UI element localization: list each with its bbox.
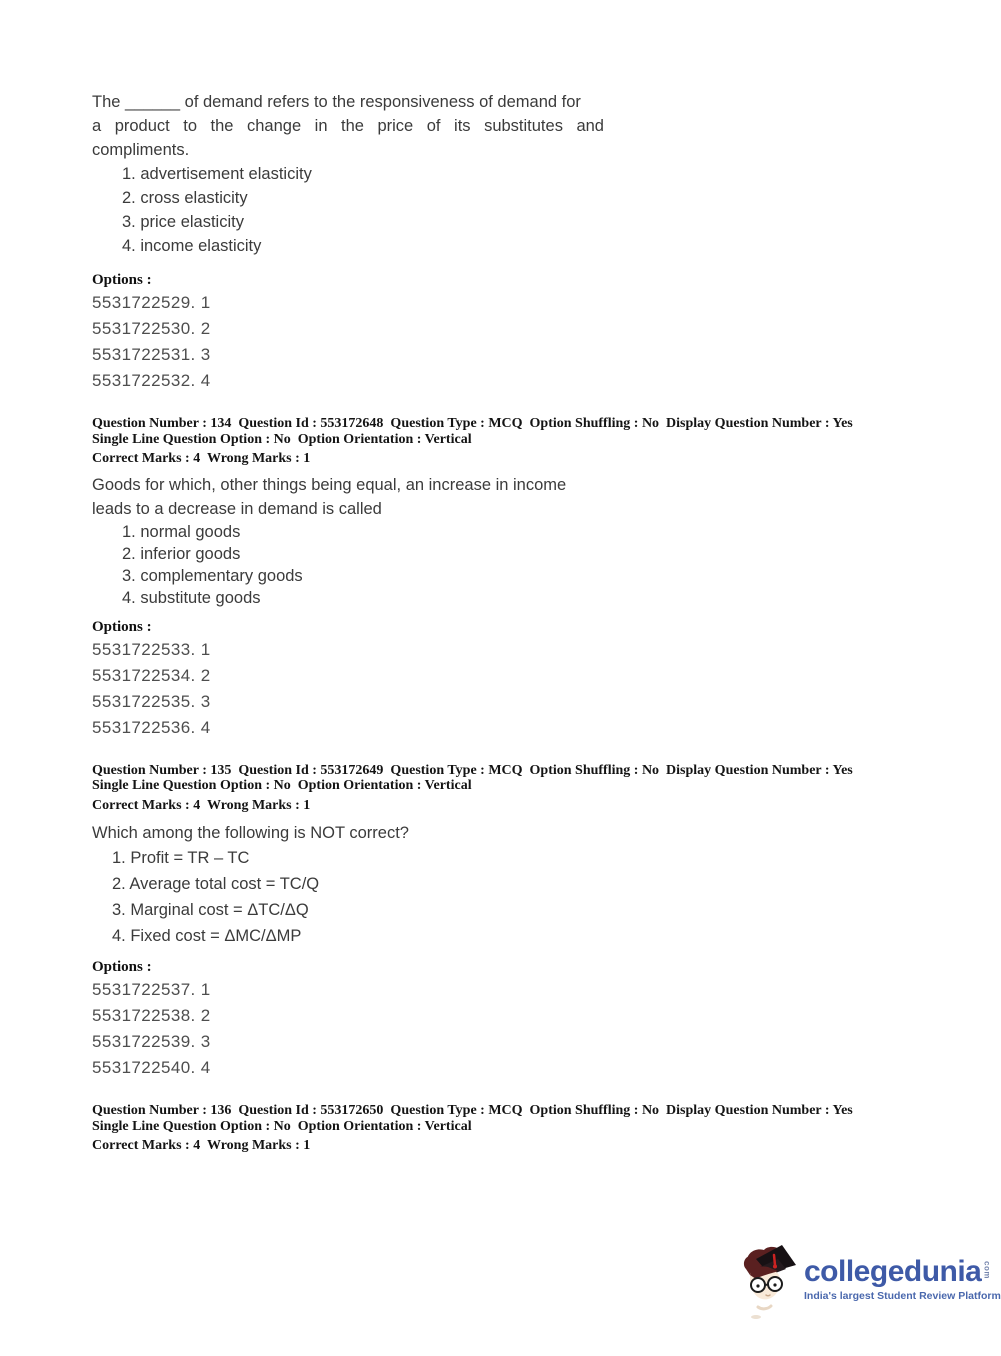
question-line: a product to the change in the price of its substitutes and — [92, 117, 604, 135]
option-id-row: 5531722532. 4 — [92, 371, 211, 390]
meta-line: Single Line Question Option : No Option Orientation : Vertical — [92, 431, 472, 447]
options-label: Options : — [92, 272, 152, 288]
choice-item: 2. inferior goods — [122, 544, 241, 563]
option-id-row: 5531722533. 1 — [92, 639, 211, 659]
question-line: leads to a decrease in demand is called — [92, 499, 382, 518]
choice-item: 2. cross elasticity — [122, 189, 248, 207]
question-133-text — [92, 90, 604, 162]
question-135-body — [92, 821, 941, 949]
choice-item: 4. Fixed cost = ΔMC/ΔMP — [112, 927, 302, 945]
collegedunia-mascot-icon — [738, 1243, 800, 1323]
question-134-meta — [92, 416, 941, 467]
option-id-row: 5531722536. 4 — [92, 717, 211, 737]
choice-item: 3. Marginal cost = ΔTC/ΔQ — [112, 901, 309, 919]
question-133-choices — [122, 162, 941, 258]
question-135-meta — [92, 763, 941, 814]
meta-line: Single Line Question Option : No Option Orientation : Vertical — [92, 778, 472, 793]
option-id-row: 5531722529. 1 — [92, 293, 211, 312]
meta-marks: Correct Marks : 4 Wrong Marks : 1 — [92, 1138, 311, 1153]
choice-item: 4. income elasticity — [122, 237, 262, 255]
option-id-row: 5531722535. 3 — [92, 691, 211, 711]
collegedunia-brand — [804, 1243, 1001, 1302]
question-line: Goods for which, other things being equal, an increase in income — [92, 475, 567, 494]
brand-tagline: India's largest Student Review Platform — [804, 1290, 1001, 1302]
choice-item: 4. substitute goods — [122, 588, 261, 607]
choice-item: 2. Average total cost = TC/Q — [112, 875, 320, 893]
question-135-text — [92, 821, 604, 845]
option-id-row: 5531722537. 1 — [92, 980, 211, 999]
question-line: Which among the following is NOT correct? — [92, 824, 409, 842]
question-135-choices — [112, 845, 941, 949]
question-136-meta — [92, 1103, 941, 1154]
brand-tld: com — [982, 1261, 992, 1279]
option-id-row: 5531722540. 4 — [92, 1058, 211, 1077]
option-id-row: 5531722531. 3 — [92, 345, 211, 364]
option-id-row: 5531722539. 3 — [92, 1032, 211, 1051]
meta-line: Single Line Question Option : No Option Orientation : Vertical — [92, 1118, 472, 1134]
choice-item: 3. price elasticity — [122, 213, 244, 231]
choice-item: 1. advertisement elasticity — [122, 165, 312, 183]
options-block-135 — [92, 957, 941, 1081]
option-id-row: 5531722534. 2 — [92, 665, 211, 685]
options-block-133 — [92, 270, 941, 394]
question-134-choices — [122, 521, 941, 609]
options-block-134 — [92, 617, 941, 741]
meta-marks: Correct Marks : 4 Wrong Marks : 1 — [92, 797, 311, 813]
option-id-row: 5531722530. 2 — [92, 319, 211, 338]
brand-name: collegedunia — [804, 1255, 982, 1288]
choice-item: 1. Profit = TR – TC — [112, 849, 250, 867]
choice-item: 1. normal goods — [122, 522, 241, 541]
meta-line: Question Number : 134 Question Id : 553172648 Question Type : MCQ Option Shuffling : No Display Question Number : Yes — [92, 416, 853, 431]
meta-line: Question Number : 136 Question Id : 553172650 Question Type : MCQ Option Shuffling : No Display Question Number : Yes — [92, 1103, 853, 1118]
question-133-body — [92, 90, 941, 258]
question-134-body — [92, 473, 941, 609]
options-label: Options : — [92, 959, 152, 975]
collegedunia-logo — [738, 1243, 1001, 1323]
question-line: The ______ of demand refers to the responsiveness of demand for — [92, 93, 581, 111]
option-id-row: 5531722538. 2 — [92, 1006, 211, 1025]
question-line: compliments. — [92, 141, 190, 159]
meta-marks: Correct Marks : 4 Wrong Marks : 1 — [92, 451, 311, 466]
options-label: Options : — [92, 618, 152, 635]
question-134-text — [92, 473, 604, 521]
choice-item: 3. complementary goods — [122, 566, 303, 585]
meta-line: Question Number : 135 Question Id : 553172649 Question Type : MCQ Option Shuffling : No Display Question Number : Yes — [92, 762, 853, 778]
